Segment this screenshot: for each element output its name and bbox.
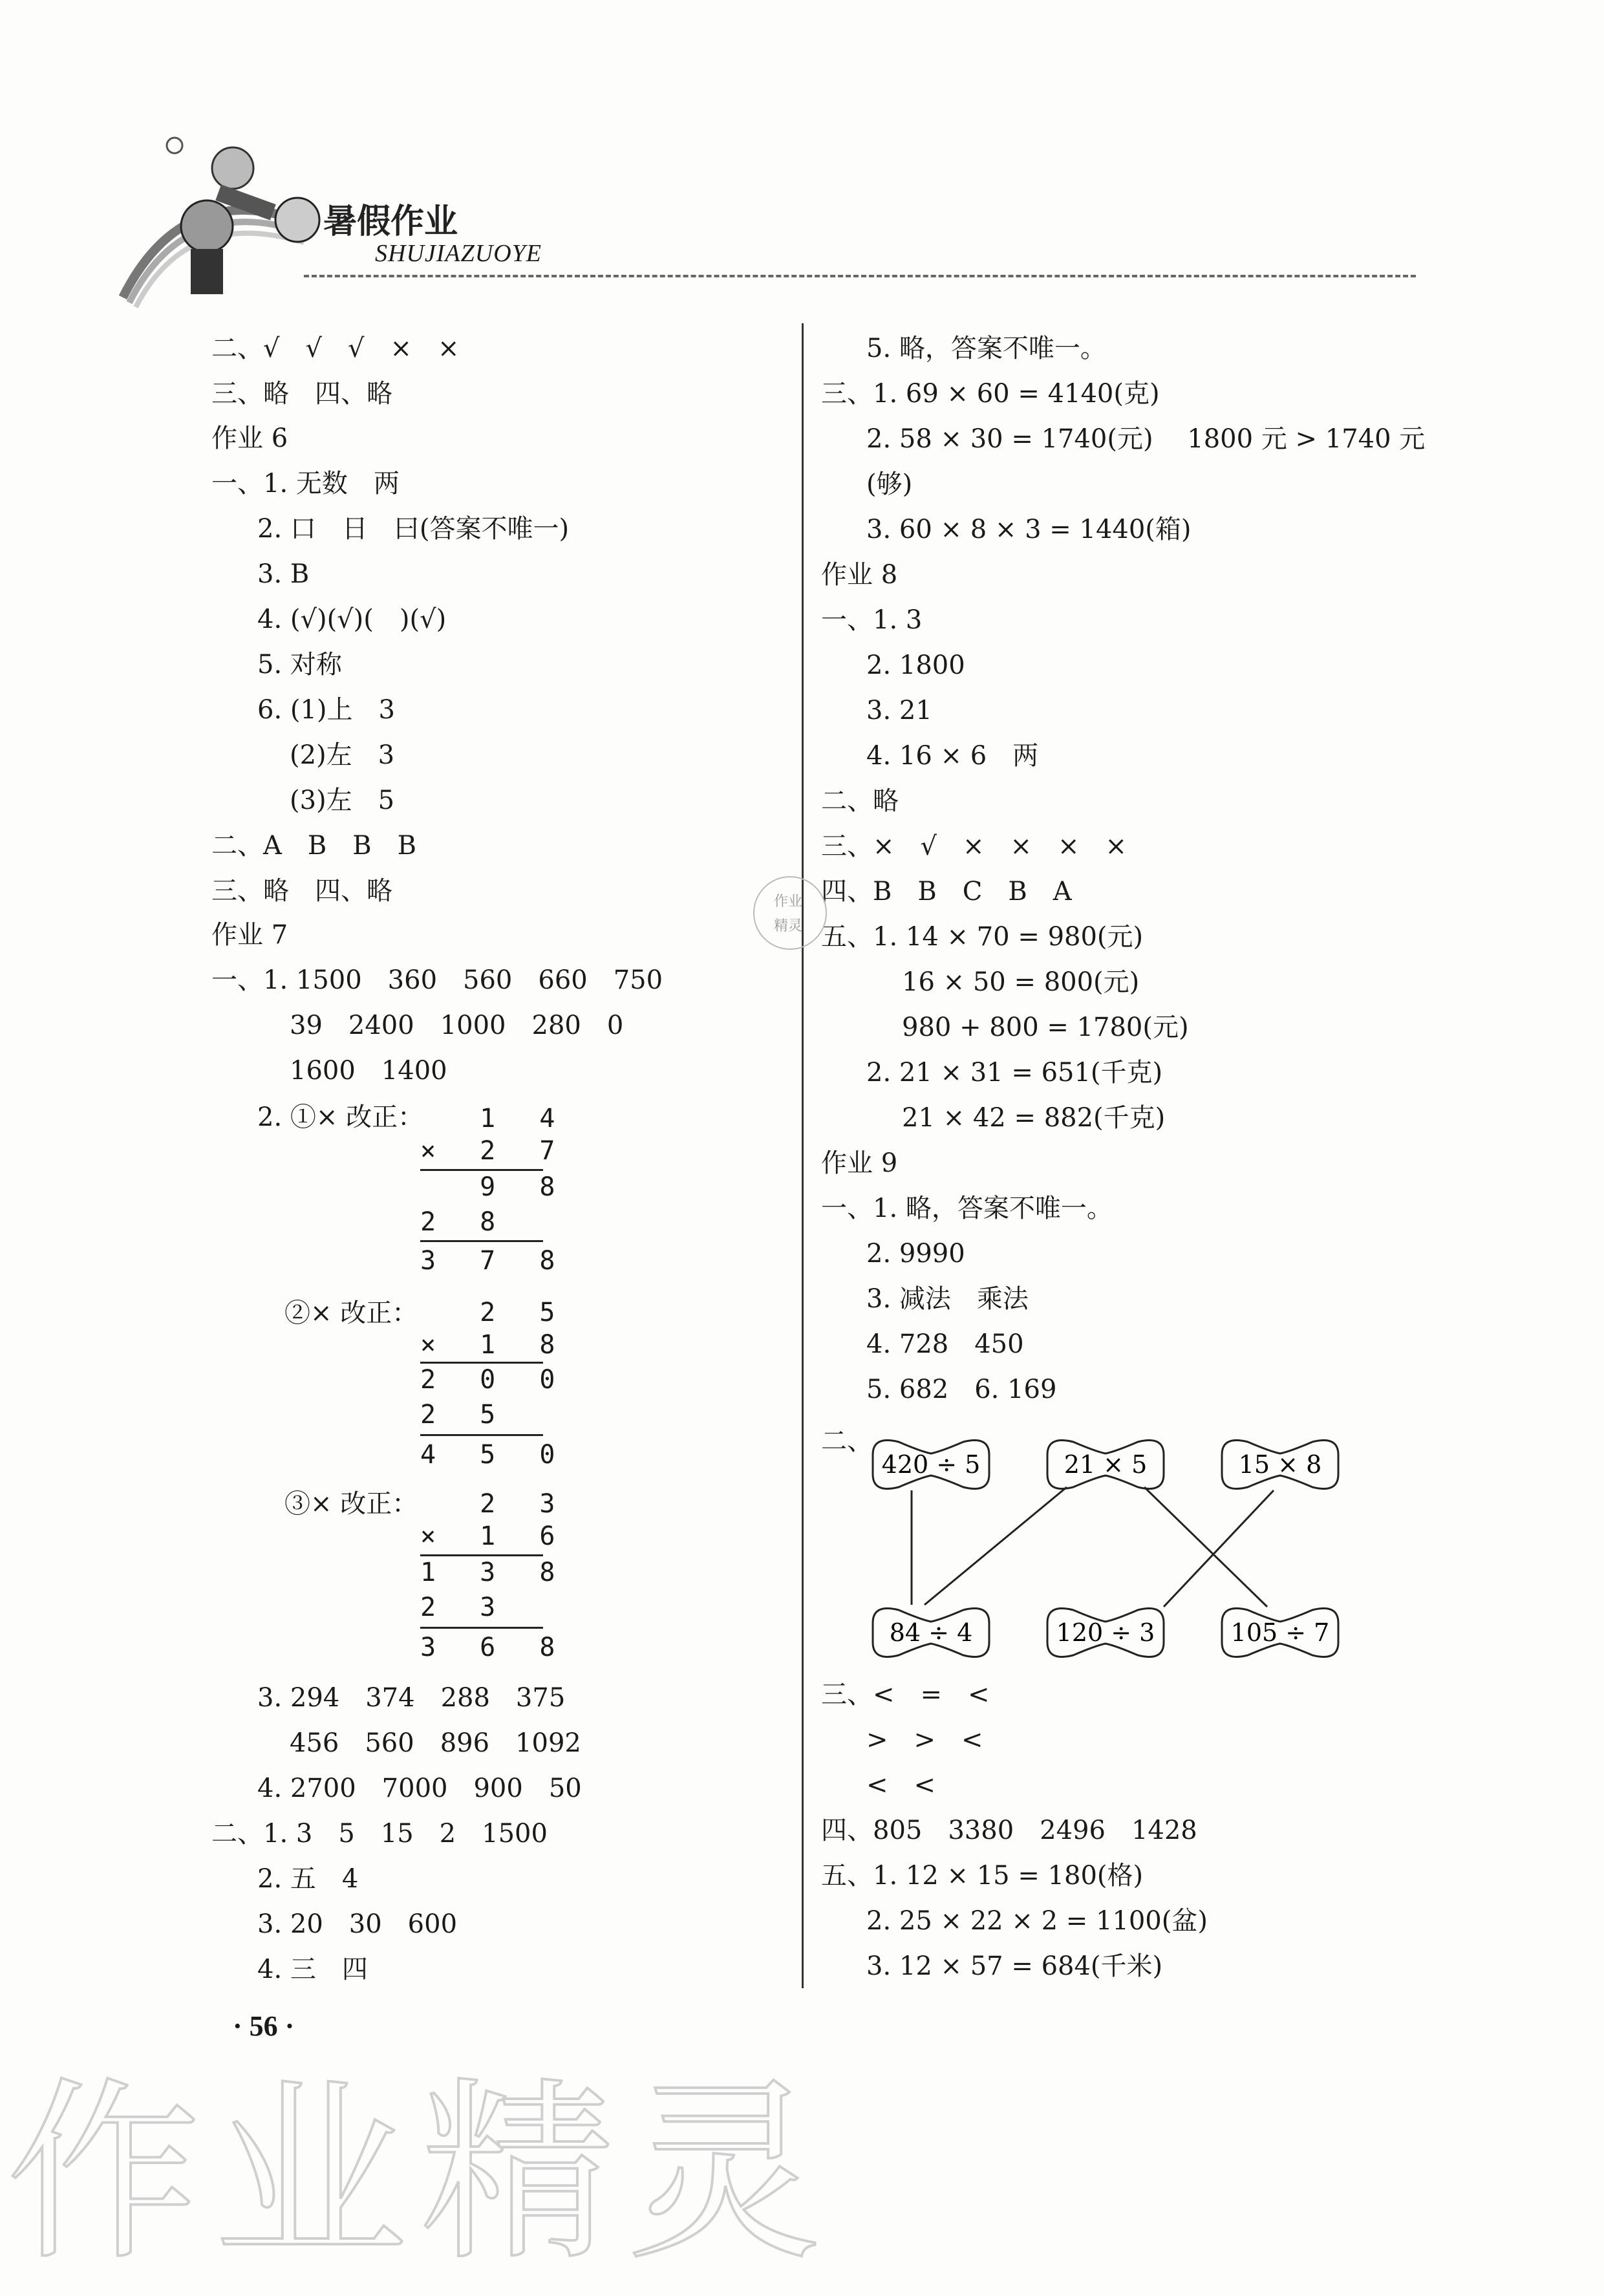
answer-line: 三、< = < bbox=[821, 1680, 990, 1710]
answer-line: 2. 58 × 30 = 1740(元) 1800 元 > 1740 元 bbox=[866, 424, 1426, 454]
page-number: · 56 · bbox=[233, 2010, 295, 2042]
answer-line: 2. 1800 bbox=[866, 650, 965, 680]
stamp-text: 精灵 bbox=[774, 918, 803, 934]
calc-row: × 2 7 bbox=[420, 1136, 570, 1166]
answer-line: 3. 12 × 57 = 684(千米) bbox=[866, 1951, 1163, 1981]
calc-rule bbox=[420, 1434, 543, 1436]
answer-line: 4. (√)(√)( )(√) bbox=[257, 605, 447, 634]
answer-line: 4. 16 × 6 两 bbox=[866, 741, 1039, 771]
answer-line: (够) bbox=[866, 469, 913, 499]
answer-line: 一、1. 无数 两 bbox=[211, 469, 400, 499]
answer-line: 5. 682 6. 169 bbox=[866, 1375, 1057, 1404]
answer-line: 5. 略，答案不唯一。 bbox=[866, 334, 1106, 363]
answer-line: 四、805 3380 2496 1428 bbox=[821, 1816, 1197, 1845]
bow-label: 15 × 8 bbox=[1238, 1450, 1322, 1479]
answer-line: 2. 五 4 bbox=[257, 1864, 359, 1894]
answer-line: 三、× √ × × × × bbox=[821, 831, 1128, 861]
answer-line: (2)左 3 bbox=[290, 740, 395, 770]
answer-line: < < bbox=[866, 1770, 936, 1800]
answer-line: 5. 对称 bbox=[257, 650, 342, 680]
bow-label: 105 ÷ 7 bbox=[1230, 1618, 1330, 1647]
calc-row: 9 8 bbox=[420, 1172, 570, 1202]
section-heading: 作业 9 bbox=[821, 1148, 898, 1178]
answer-line: 二、√ √ √ × × bbox=[211, 334, 460, 363]
answer-line: 二、A B B B bbox=[211, 831, 417, 861]
answer-line: 3. B bbox=[257, 559, 310, 589]
answer-line: 4. 2700 7000 900 50 bbox=[257, 1774, 582, 1803]
answer-line: 一、1. 1500 360 560 660 750 bbox=[211, 965, 663, 995]
watermark: 作业精灵 bbox=[6, 2061, 834, 2286]
answer-line: 3. 294 374 288 375 bbox=[257, 1683, 566, 1713]
calc-row: 2 0 0 bbox=[420, 1365, 570, 1395]
bow-label: 84 ÷ 4 bbox=[889, 1618, 973, 1647]
answer-line: 2. 口 日 曰(答案不唯一) bbox=[257, 514, 570, 544]
answer-line: 1600 1400 bbox=[290, 1056, 447, 1086]
answer-line: 三、1. 69 × 60 = 4140(克) bbox=[821, 379, 1160, 409]
stamp-mark bbox=[753, 876, 827, 950]
answer-line: 2. 9990 bbox=[866, 1239, 965, 1269]
answer-line: ②× 改正： bbox=[284, 1298, 418, 1328]
answer-line: 3. 20 30 600 bbox=[257, 1909, 458, 1939]
calc-row: 2 3 bbox=[420, 1489, 570, 1519]
answer-line: 五、1. 14 × 70 = 980(元) bbox=[821, 922, 1144, 952]
answer-line: > > < bbox=[866, 1725, 983, 1755]
stamp-text: 作业 bbox=[774, 894, 803, 910]
section-heading: 作业 7 bbox=[211, 920, 288, 950]
match-line bbox=[1144, 1487, 1267, 1607]
calc-row: 1 3 8 bbox=[420, 1558, 570, 1587]
calc-row: 2 8 bbox=[420, 1207, 510, 1237]
calc-row: 1 4 bbox=[420, 1104, 570, 1133]
calc-rule bbox=[420, 1627, 543, 1629]
answer-line: 16 × 50 = 800(元) bbox=[902, 967, 1140, 997]
section-heading: 作业 6 bbox=[211, 424, 288, 453]
answer-line: 三、略 四、略 bbox=[211, 876, 392, 906]
answer-line: 456 560 896 1092 bbox=[290, 1728, 581, 1758]
bow-label: 120 ÷ 3 bbox=[1056, 1618, 1155, 1647]
answer-line: 3. 21 bbox=[866, 696, 932, 725]
bow-label: 420 ÷ 5 bbox=[881, 1450, 981, 1479]
answer-line: 二、1. 3 5 15 2 1500 bbox=[211, 1819, 548, 1849]
answer-line: 6. (1)上 3 bbox=[257, 695, 395, 725]
answer-line: 2. 25 × 22 × 2 = 1100(盆) bbox=[866, 1906, 1208, 1936]
answer-line: 39 2400 1000 280 0 bbox=[290, 1011, 624, 1040]
calc-row: 2 5 bbox=[420, 1298, 570, 1327]
answer-line: 2. ①× 改正： bbox=[257, 1102, 424, 1132]
calc-row: × 1 6 bbox=[420, 1521, 570, 1551]
section-heading: 作业 8 bbox=[821, 560, 898, 590]
answer-line: (3)左 5 bbox=[290, 786, 395, 815]
answer-line: 一、1. 略，答案不唯一。 bbox=[821, 1194, 1113, 1223]
answer-line: 4. 728 450 bbox=[866, 1329, 1024, 1359]
calc-row: 2 3 bbox=[420, 1593, 510, 1622]
answer-line: ③× 改正： bbox=[284, 1489, 418, 1519]
header-illustration-icon bbox=[103, 129, 336, 317]
answer-line: 21 × 42 = 882(千克) bbox=[902, 1103, 1166, 1133]
matching-diagram bbox=[860, 1435, 1442, 1675]
answer-line: 五、1. 12 × 15 = 180(格) bbox=[821, 1861, 1144, 1891]
calc-row: 3 7 8 bbox=[420, 1246, 570, 1276]
calc-row: 2 5 bbox=[420, 1400, 510, 1430]
answer-line: 3. 60 × 8 × 3 = 1440(箱) bbox=[866, 515, 1192, 544]
answer-line: 4. 三 四 bbox=[257, 1955, 368, 1984]
answer-line: 3. 减法 乘法 bbox=[866, 1284, 1029, 1314]
answer-line: 980 + 800 = 1780(元) bbox=[902, 1013, 1189, 1042]
calc-rule bbox=[420, 1240, 543, 1242]
match-line bbox=[925, 1487, 1067, 1605]
column-divider bbox=[802, 323, 804, 1988]
answer-line: 二、 bbox=[821, 1426, 873, 1456]
answer-line: 2. 21 × 31 = 651(千克) bbox=[866, 1058, 1163, 1088]
answer-line: 四、B B C B A bbox=[821, 877, 1072, 907]
answer-line: 二、略 bbox=[821, 786, 899, 816]
match-line bbox=[1164, 1490, 1274, 1607]
header-title: 暑假作业 bbox=[323, 202, 458, 241]
answer-line: 三、略 四、略 bbox=[211, 379, 392, 409]
bow-label: 21 × 5 bbox=[1064, 1450, 1148, 1479]
calc-row: × 1 8 bbox=[420, 1330, 570, 1360]
calc-row: 4 5 0 bbox=[420, 1440, 570, 1470]
calc-row: 3 6 8 bbox=[420, 1633, 570, 1662]
answer-line: 一、1. 3 bbox=[821, 605, 923, 635]
header-divider bbox=[304, 275, 1416, 277]
header-subtitle: SHUJIAZUOYE bbox=[375, 240, 542, 267]
